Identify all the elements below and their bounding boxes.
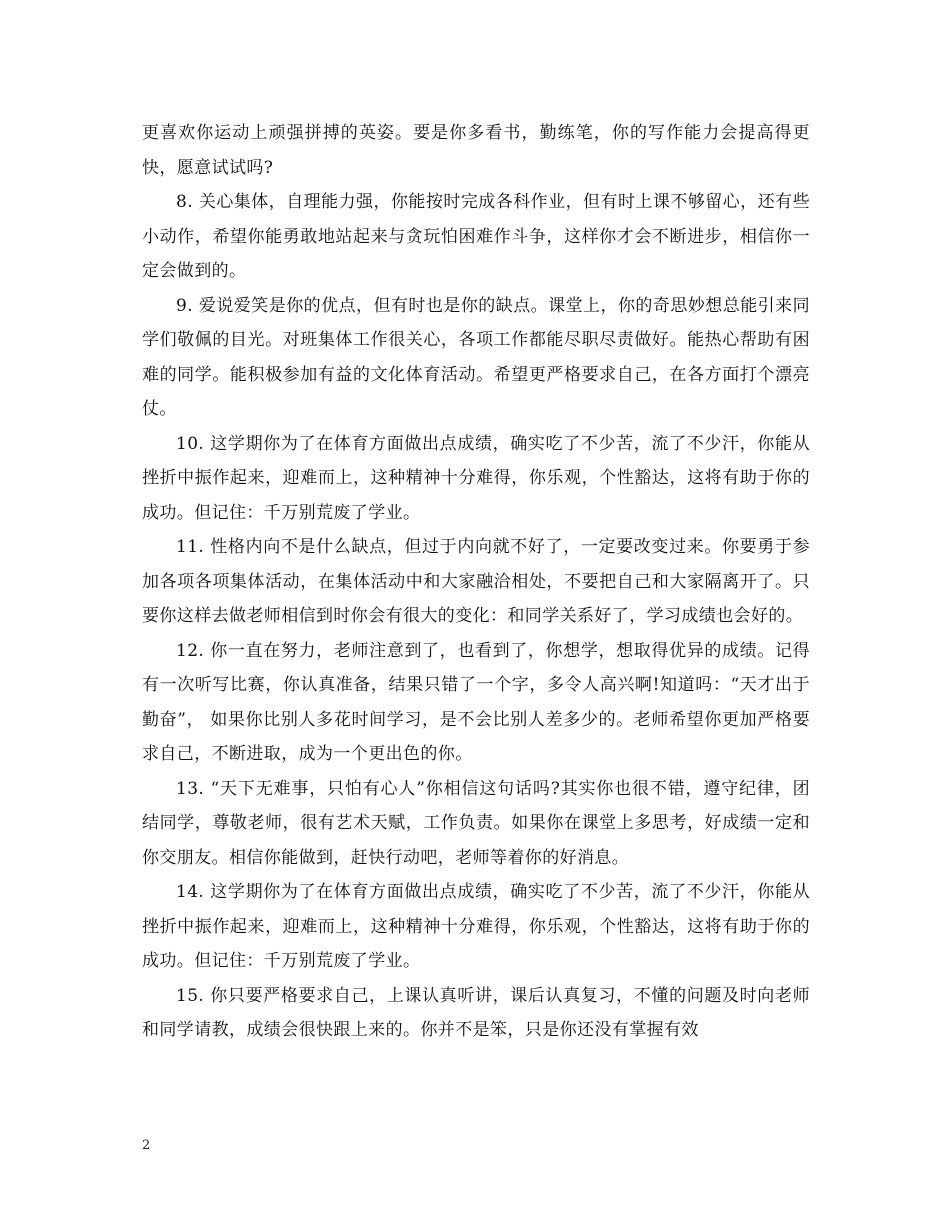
paragraph-item-15: 15. 你只要严格要求自己，上课认真听讲，课后认真复习，不懂的问题及时向老师和同学请教，成绩会很快跟上来的。你并不是笨，只是你还没有掌握有效 bbox=[142, 985, 810, 1040]
paragraph-item-8: 8. 关心集体，自理能力强，你能按时完成各科作业，但有时上课不够留心，还有些小动作，希望你能勇敢地站起来与贪玩怕困难作斗争，这样你才会不断进步，相信你一定会做到的。 bbox=[142, 192, 810, 281]
paragraph-continuation: 更喜欢你运动上顽强拼搏的英姿。要是你多看书，勤练笔，你的写作能力会提高得更快，愿意试试吗? bbox=[142, 123, 810, 178]
paragraph-item-14: 14. 这学期你为了在体育方面做出点成绩，确实吃了不少苦，流了不少汗，你能从挫折中振作起来，迎难而上，这种精神十分难得，你乐观，个性豁达，这将有助于你的成功。但记住：千万别荒废了学业。 bbox=[142, 882, 810, 971]
paragraph-item-11: 11. 性格内向不是什么缺点，但过于内向就不好了，一定要改变过来。你要勇于参加各项各项集体活动，在集体活动中和大家融洽相处，不要把自己和大家隔离开了。只要你这样去做老师相信到时你会有很大的变化：和同学关系好了，学习成绩也会好的。 bbox=[142, 537, 810, 626]
document-body bbox=[142, 116, 810, 1048]
paragraph-item-10: 10. 这学期你为了在体育方面做出点成绩，确实吃了不少苦，流了不少汗，你能从挫折中振作起来，迎难而上，这种精神十分难得，你乐观，个性豁达，这将有助于你的成功。但记住：千万别荒废了学业。 bbox=[142, 433, 810, 523]
paragraph-item-9: 9. 爱说爱笑是你的优点，但有时也是你的缺点。课堂上，你的奇思妙想总能引来同学们敬佩的目光。对班集体工作很关心，各项工作都能尽职尽责做好。能热心帮助有困难的同学。能积极参加有益的文化体育活动。希望更严格要求自己，在各方面打个漂亮仗。 bbox=[142, 295, 810, 419]
paragraph-item-13: 13. “天下无难事，只怕有心人”你相信这句话吗?其实你也很不错，遵守纪律，团结同学，尊敬老师，很有艺术天赋，工作负责。如果你在课堂上多思考，好成绩一定和你交朋友。相信你能做到，赶快行动吧，老师等着你的好消息。 bbox=[142, 778, 810, 868]
page-number: 2 bbox=[142, 1138, 151, 1153]
paragraph-item-12: 12. 你一直在努力，老师注意到了，也看到了，你想学，想取得优异的成绩。记得有一次听写比赛，你认真准备，结果只错了一个字，多令人高兴啊!知道吗：“天才出于勤奋”， 如果你比别人多花时间学习，是不会比别人差多少的。老师希望你更加严格要求自己，不断进取，成为一个更出色的你。 bbox=[142, 640, 810, 764]
